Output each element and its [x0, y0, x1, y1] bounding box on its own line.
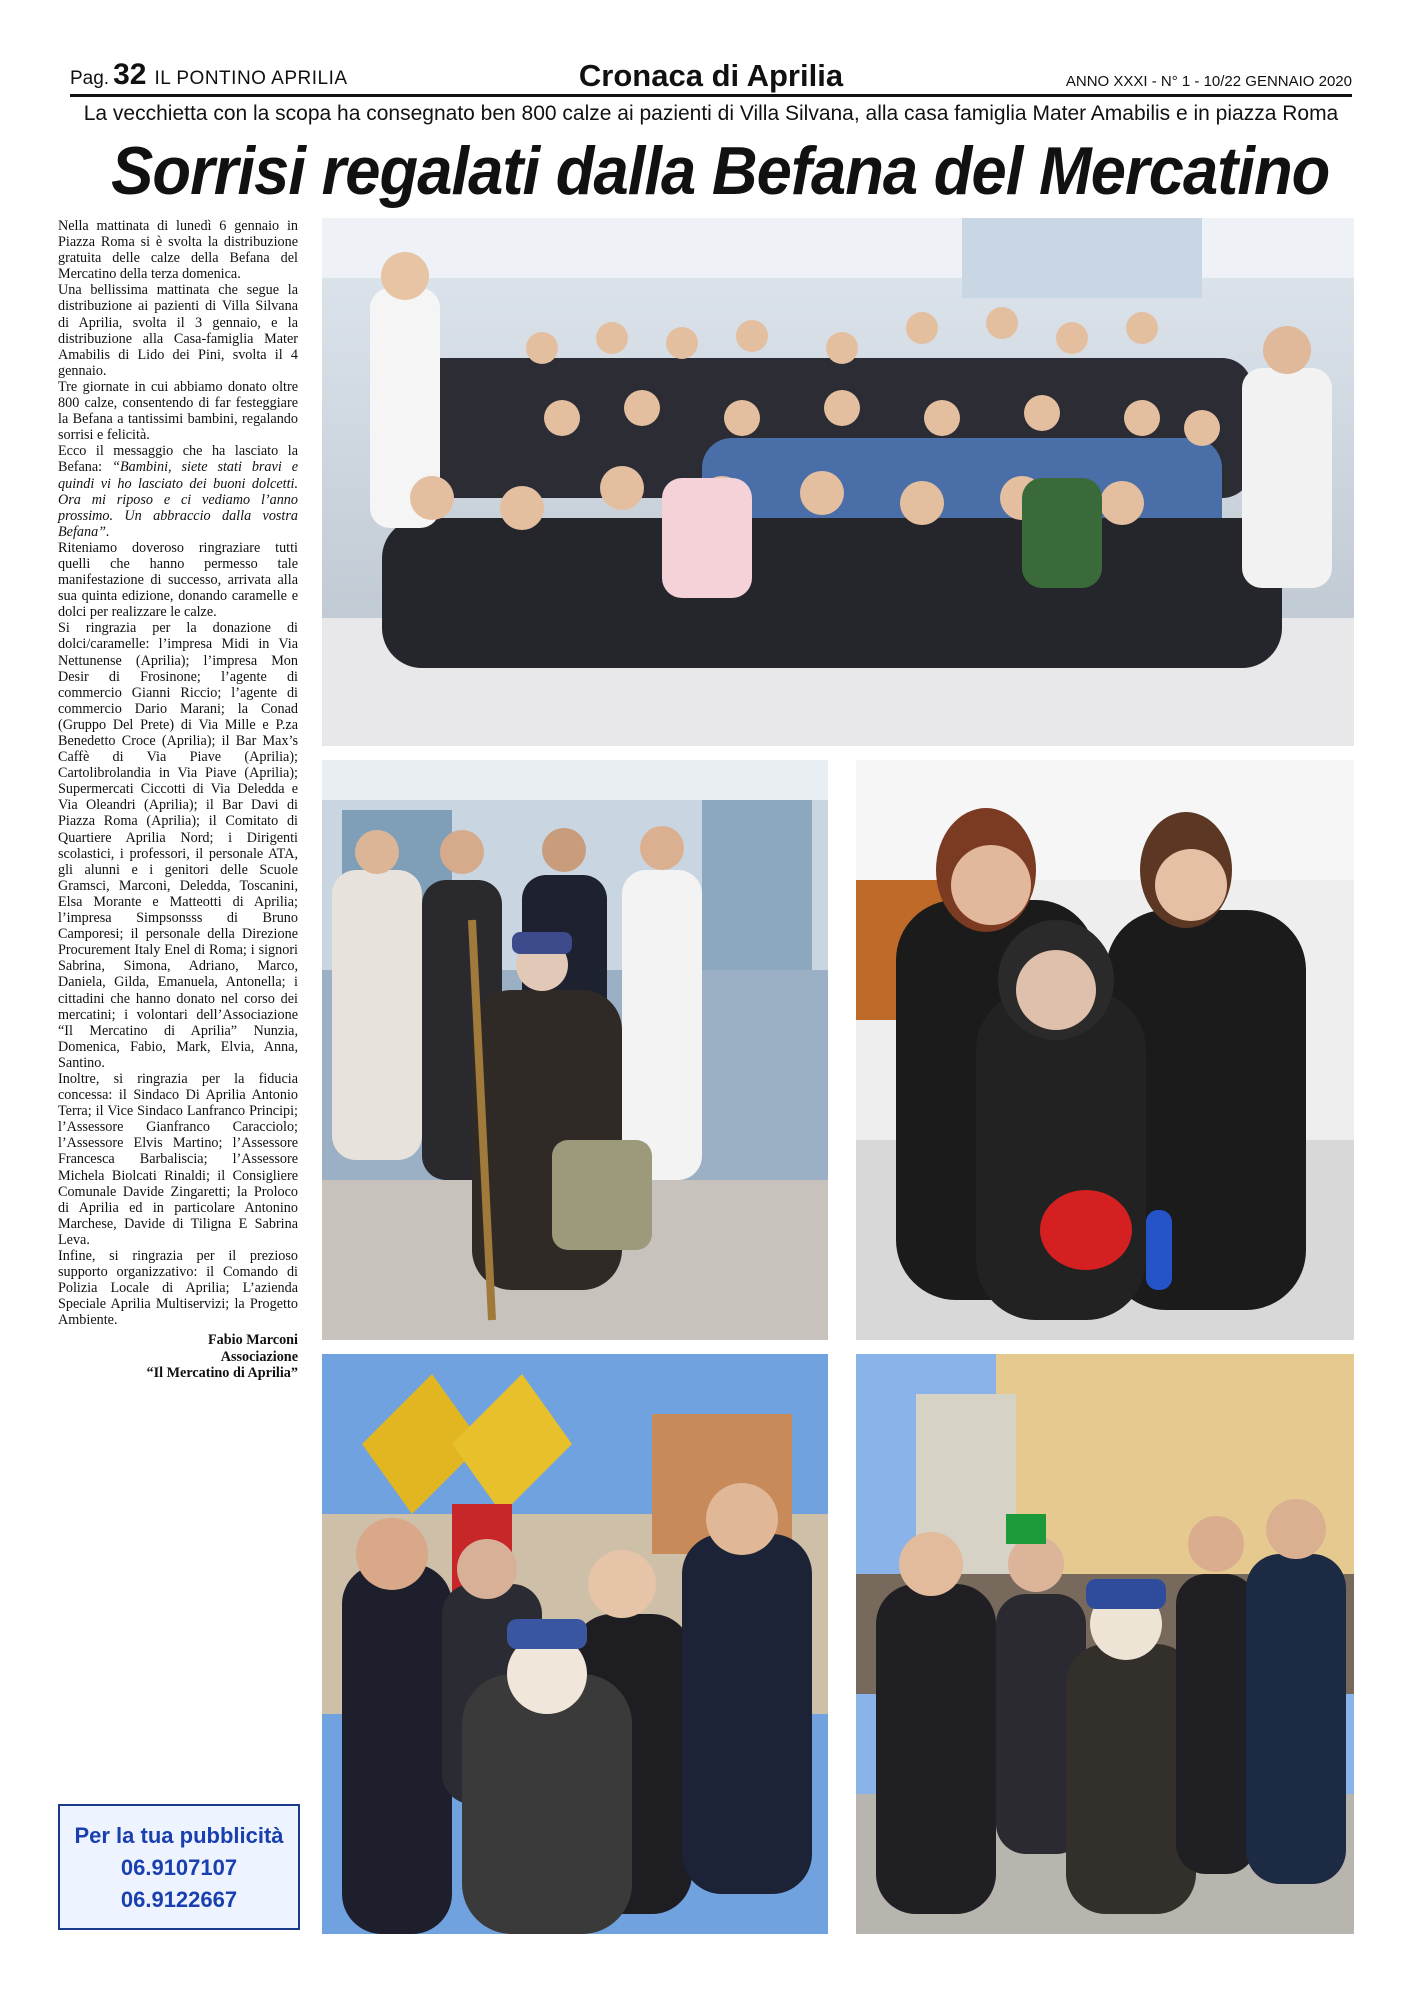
photo-street-group	[856, 1354, 1354, 1934]
photo-befana-with-men	[322, 760, 828, 1340]
paper-name: IL PONTINO APRILIA	[154, 68, 348, 89]
author-name: Fabio Marconi	[208, 1332, 298, 1349]
article-paragraph: Nella mattinata di lunedì 6 gennaio in Piazza Roma si è svolta la distribuzione gratuita delle calze della Befana del Mercatino della terza domenica.	[58, 218, 298, 283]
article-paragraph	[58, 443, 298, 540]
page-number: 32	[113, 58, 147, 91]
advertising-box	[58, 1804, 300, 1930]
issue-info: ANNO XXXI - N° 1 - 10/22 GENNAIO 2020	[1065, 73, 1352, 90]
group-photo-villa-silvana	[322, 218, 1354, 746]
photo-nun-with-women	[856, 760, 1354, 1340]
article-subtitle: La vecchietta con la scopa ha consegnato ben 800 calze ai pazienti di Villa Silvana, alla casa famiglia Mater Amabilis e in piazza Roma	[83, 102, 1339, 125]
article-paragraph: Riteniamo doveroso ringraziare tutti quelli che hanno permesso tale manifestazione di successo, arrivata alla sua quinta edizione, donando caramelle e dolci per realizzare le calze.	[58, 539, 298, 621]
photo-group-golden-bow	[322, 1354, 828, 1934]
section-title: Cronaca di Aprilia	[578, 58, 844, 93]
page-header	[70, 58, 1352, 97]
article-paragraph: Una bellissima mattinata che segue la distribuzione ai pazienti di Villa Silvana di Aprilia, svolta il 3 gennaio, e la distribuzione alla Casa-famiglia Mater Amabilis di Lido dei Pini, svolta il 4 gennaio.	[58, 282, 298, 379]
ad-phone-2: 06.9122667	[120, 1887, 238, 1912]
page-prefix: Pag.	[70, 68, 110, 89]
article-headline: Sorrisi regalati dalla Befana del Mercatino	[111, 133, 1330, 209]
author-org-label: Associazione	[220, 1348, 298, 1365]
author-org: “Il Mercatino di Aprilia”	[146, 1364, 298, 1381]
article-paragraph: Si ringrazia per la donazione di dolci/caramelle: l’impresa Midi in Via Nettunense (Aprilia); l’impresa Mon Desir di Frosinone; l’agente di commercio Gianni Riccio; l’agente di commercio Dario Marani; la Conad (Gruppo Del Prete) di Via Mille e P.za Benedetto Croce (Aprilia); il Bar Max’s Caffè di Via Piave (Aprilia); Cartolibrolandia in Via Piave (Aprilia); Supermercati Ciccotti di Via Deledda e Via Oleandri (Aprilia); il Bar Davi di Piazza Roma (Aprilia); il Comitato di Quartiere Aprilia Nord; i Dirigenti scolastici, i professori, il personale ATA, gli alunni e i genitori delle Scuole Gramsci, Marconi, Deledda, Toscanini, Elsa Morante e Matteotti di Aprilia; l’impresa Simpsonsss di Bruno Camporesi; il personale della Direzione Procurement Italy Enel di Roma; i signori Sabrina, Simona, Adriano, Marco, Daniela, Gilda, Emanuela, Antonella; i cittadini che hanno donato nel corso dei mercatini; i volontari dell’Associazione “Il Mercatino di Aprilia” Nunzia, Domenica, Fabio, Mark, Elvia, Anna, Santino.	[58, 620, 298, 1071]
article-body	[58, 218, 298, 1381]
article-paragraph: Tre giornate in cui abbiamo donato oltre 800 calze, consentendo di far festeggiare la Befana a tantissimi bambini, regalando sorrisi e felicità.	[58, 378, 298, 444]
ad-title: Per la tua pubblicità	[74, 1823, 284, 1848]
ad-phone-1: 06.9107107	[120, 1855, 238, 1880]
article-paragraph: Inoltre, si ringrazia per la fiducia concessa: il Sindaco Di Aprilia Antonio Terra; il Vice Sindaco Lanfranco Principi; l’Assessore Gianfranco Caracciolo; l’Assessore Elvis Martino; l’Assessore Francesca Barbaliscia; l’Assessore Michela Biolcati Rinaldi; il Consigliere Comunale Davide Zingaretti; la Proloco di Aprilia ed in particolare Antonino Marchese, Davide di Tiligna E Sabrina Leva.	[58, 1070, 298, 1248]
article-paragraph: Infine, si ringrazia per il prezioso supporto organizzativo: il Comando di Polizia Locale di Aprilia; L’azienda Speciale Aprilia Multiservizi; la Progetto Ambiente.	[58, 1248, 298, 1329]
quote-intro: Ecco il messaggio che ha lasciato la Befana:	[58, 443, 298, 476]
befana-quote: “Bambini, siete stati bravi e quindi vi ho lasciato dei buoni dolcetti. Ora mi riposo e ci vediamo l’anno prossimo. Un abbraccio dalla vostra Befana”.	[58, 459, 298, 540]
